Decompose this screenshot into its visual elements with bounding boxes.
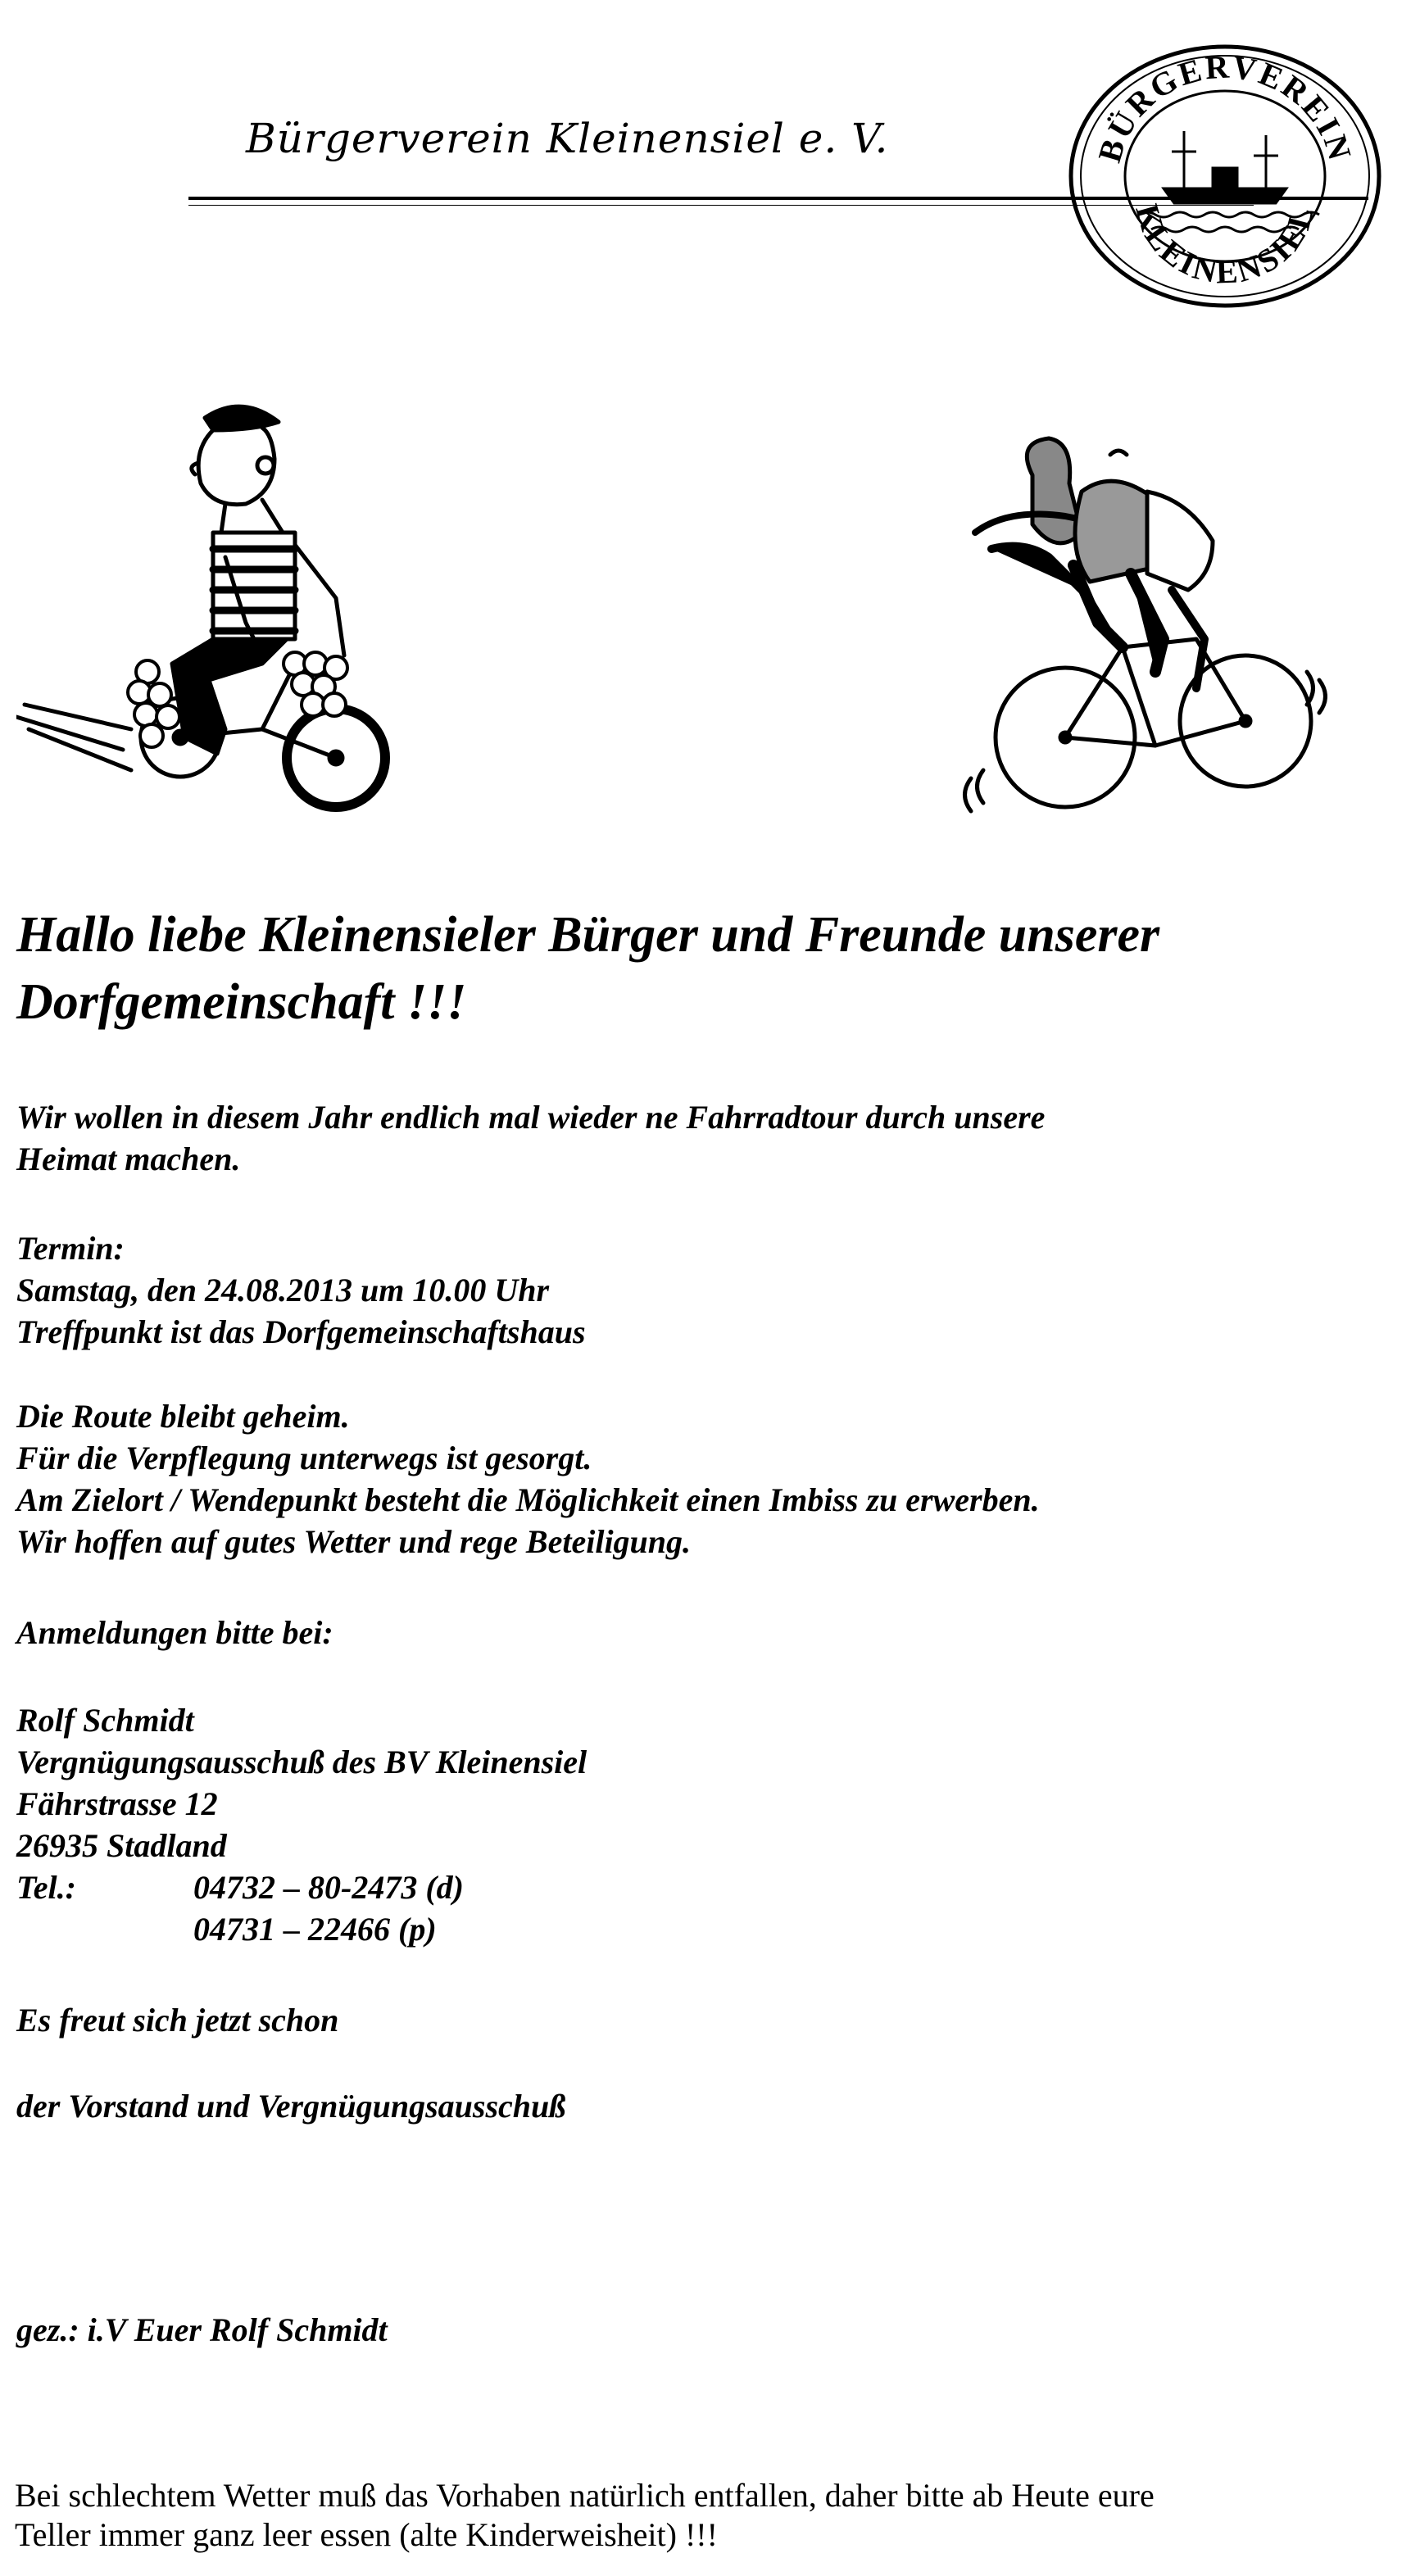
club-name: Bürgerverein Kleinensiel e. V. [246,115,889,162]
cyclist-with-onions-illustration [16,393,402,852]
signature: gez.: i.V Euer Rolf Schmidt [16,2311,388,2348]
tel-private: 04731 – 22466 (p) [193,1911,437,1948]
tel-label: Tel.: [16,1869,76,1906]
contact-role: Vergnügungsausschuß des BV Kleinensiel [16,1744,588,1780]
tandem-cyclists-illustration [959,426,1327,852]
contact-city: 26935 Stadland [16,1827,227,1864]
contact-street: Fährstrasse 12 [16,1785,218,1822]
svg-text:BÜRGERVEREIN [1091,48,1359,166]
contact-name: Rolf Schmidt [16,1702,194,1739]
intro-line-2: Heimat machen. [16,1141,241,1177]
registration-label: Anmeldungen bitte bei: [16,1614,333,1651]
tel-work: 04732 – 80-2473 (d) [193,1869,464,1906]
svg-text:KLEINENSIEL [1128,200,1321,290]
detail-line-1: Die Route bleibt geheim. [16,1398,350,1435]
detail-line-4: Wir hoffen auf gutes Wetter und rege Beteiligung. [16,1523,692,1560]
heading-line-2: Dorfgemeinschaft !!! [16,974,467,1030]
seal-text-bottom: KLEINENSIEL [1128,200,1322,291]
detail-line-2: Für die Verpflegung unterwegs ist gesorgt. [16,1440,592,1476]
closing-line-2: der Vorstand und Vergnügungsausschuß [16,2088,566,2125]
termin-place: Treffpunkt ist das Dorfgemeinschaftshaus [16,1313,586,1350]
invitation-heading [16,901,1409,1036]
ship-icon [1139,131,1319,232]
seal-text-top: BÜRGERVEREIN [1091,48,1359,166]
termin-label: Termin: [16,1230,125,1267]
footer-line-2: Teller immer ganz leer essen (alte Kinderweisheit) !!! [15,2516,718,2553]
intro-line-1: Wir wollen in diesem Jahr endlich mal wieder ne Fahrradtour durch unsere [16,1099,1046,1136]
heading-line-1: Hallo liebe Kleinensieler Bürger und Freunde unserer [16,907,1160,963]
termin-date: Samstag, den 24.08.2013 um 10.00 Uhr [16,1272,550,1308]
closing-line-1: Es freut sich jetzt schon [16,2002,339,2039]
club-seal [1061,33,1389,311]
footer-line-1: Bei schlechtem Wetter muß das Vorhaben natürlich entfallen, daher bitte ab Heute eure [15,2477,1155,2514]
detail-line-3: Am Zielort / Wendepunkt besteht die Möglichkeit einen Imbiss zu erwerben. [16,1481,1040,1518]
